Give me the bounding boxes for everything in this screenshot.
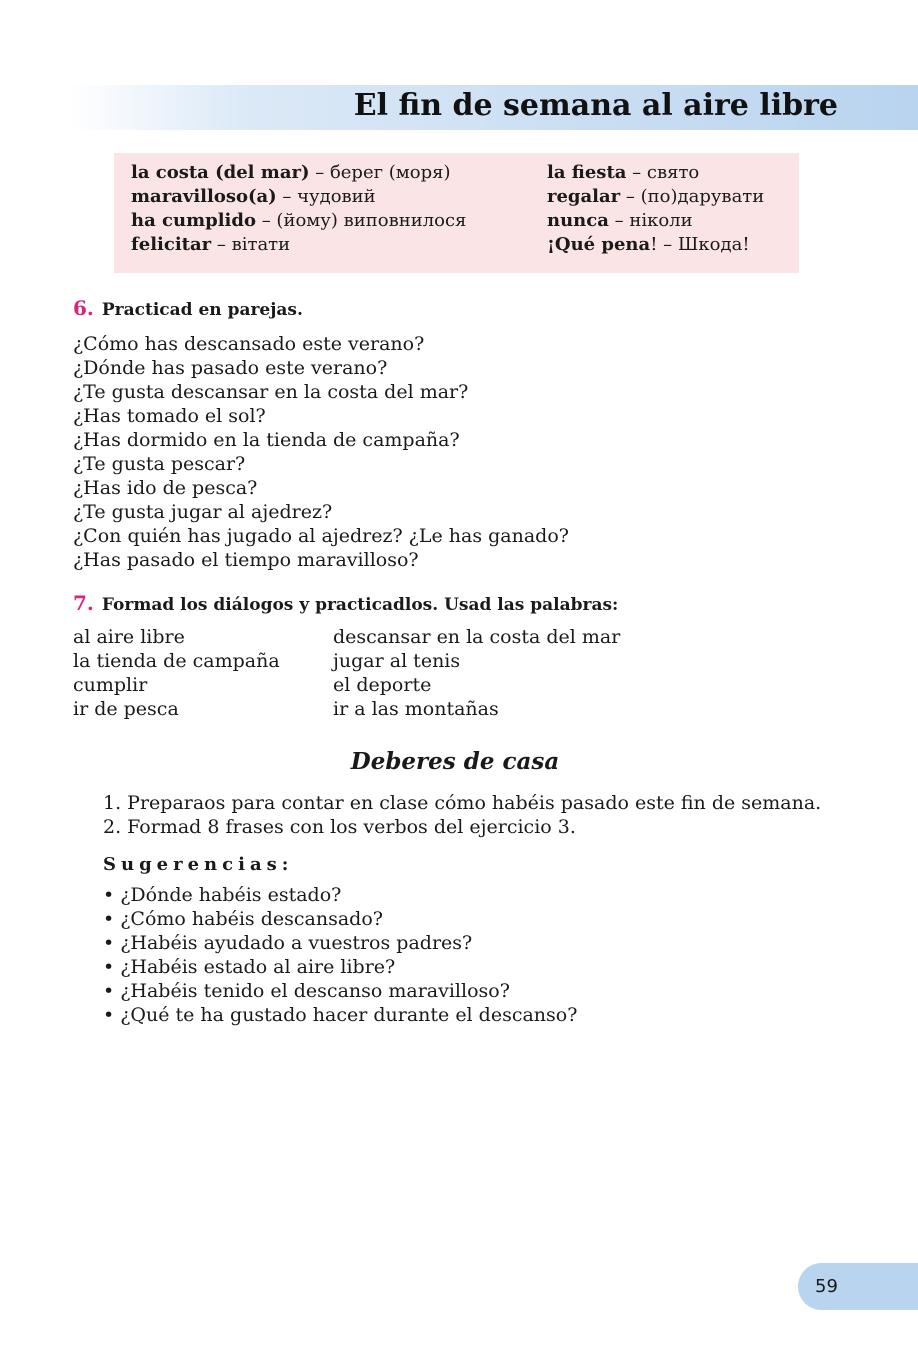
- bullet-icon: •: [103, 884, 115, 906]
- question-line: ¿Te gusta jugar al ajedrez?: [73, 501, 333, 523]
- page-title: El fin de semana al aire libre: [353, 88, 838, 123]
- exercise-instruction: Practicad en parejas.: [101, 300, 303, 320]
- vocabulary-column-right: [547, 161, 764, 257]
- suggestion-text: ¿Habéis estado al aire libre?: [120, 956, 396, 978]
- vocab-translation: (йому) виповнилося: [276, 210, 467, 231]
- bullet-icon: •: [103, 1004, 115, 1026]
- vocab-translation: свято: [646, 162, 700, 183]
- vocab-entry: [131, 185, 466, 209]
- suggestion-text: ¿Habéis ayudado a vuestros padres?: [120, 932, 473, 954]
- question-line: ¿Has dormido en la tienda de campaña?: [73, 429, 460, 451]
- word-list-right: [333, 625, 620, 721]
- vocab-separator: –: [608, 210, 630, 231]
- question-line: ¿Has ido de pesca?: [73, 477, 258, 499]
- bullet-icon: •: [103, 956, 115, 978]
- vocab-separator: ! –: [650, 234, 678, 255]
- word-item: la tienda de campaña: [73, 650, 280, 672]
- vocab-translation: ніколи: [629, 210, 693, 231]
- homework-tasks: [103, 791, 821, 839]
- word-item: cumplir: [73, 674, 148, 696]
- exercise-number: 6.: [73, 296, 94, 320]
- word-item: descansar en la costa del mar: [333, 626, 621, 648]
- page-number: 59: [815, 1276, 838, 1297]
- exercise-instruction: Formad los diálogos y practicadlos. Usad las palabras:: [101, 595, 619, 615]
- vocab-entry: [131, 161, 466, 185]
- vocab-translation: Шкода!: [677, 234, 750, 255]
- vocab-term: ha cumplido: [131, 210, 256, 231]
- vocab-separator: –: [620, 186, 641, 207]
- word-item: ir de pesca: [73, 698, 179, 720]
- vocab-term: felicitar: [131, 234, 212, 255]
- question-line: ¿Cómo has descansado este verano?: [73, 333, 425, 355]
- suggestion-text: ¿Habéis tenido el descanso maravilloso?: [120, 980, 510, 1002]
- vocab-term: la costa (del mar): [131, 162, 310, 183]
- vocab-term: nunca: [547, 210, 609, 231]
- exercise-number: 7.: [73, 591, 94, 615]
- homework-title: Deberes de casa: [350, 748, 560, 775]
- suggestion-item: [103, 931, 577, 955]
- vocabulary-column-left: [131, 161, 466, 257]
- word-item: el deporte: [333, 674, 432, 696]
- vocab-separator: –: [255, 210, 277, 231]
- suggestion-item: [103, 883, 577, 907]
- exercise-6-questions: [73, 332, 569, 572]
- homework-task: 2. Formad 8 frases con los verbos del ejercicio 3.: [103, 816, 576, 838]
- suggestions-label: Sugerencias:: [103, 854, 294, 875]
- vocab-separator: –: [211, 234, 232, 255]
- suggestion-text: ¿Dónde habéis estado?: [120, 884, 342, 906]
- vocab-term: regalar: [547, 186, 621, 207]
- exercise-7-heading: [73, 591, 618, 615]
- bullet-icon: •: [103, 932, 115, 954]
- vocab-term: ¡Qué pena: [547, 234, 651, 255]
- word-item: jugar al tenis: [333, 650, 461, 672]
- question-line: ¿Con quién has jugado al ajedrez? ¿Le has ganado?: [73, 525, 569, 547]
- word-list-left: [73, 625, 280, 721]
- suggestion-item: [103, 1003, 577, 1027]
- vocab-translation: берег (моря): [329, 162, 451, 183]
- vocab-entry: [547, 209, 764, 233]
- suggestion-text: ¿Cómo habéis descansado?: [120, 908, 383, 930]
- suggestion-item: [103, 979, 577, 1003]
- suggestions-list: [103, 883, 577, 1027]
- suggestion-text: ¿Qué te ha gustado hacer durante el descanso?: [120, 1004, 578, 1026]
- word-item: al aire libre: [73, 626, 185, 648]
- question-line: ¿Te gusta descansar en la costa del mar?: [73, 381, 469, 403]
- vocab-term: la fiesta: [547, 162, 627, 183]
- vocabulary-box: [114, 153, 799, 273]
- question-line: ¿Dónde has pasado este verano?: [73, 357, 388, 379]
- vocab-entry: [547, 161, 764, 185]
- vocab-entry: [547, 185, 764, 209]
- vocab-separator: –: [309, 162, 330, 183]
- vocab-translation: чудовий: [297, 186, 376, 207]
- vocab-term: maravilloso(a): [131, 186, 277, 207]
- bullet-icon: •: [103, 908, 115, 930]
- bullet-icon: •: [103, 980, 115, 1002]
- word-item: ir a las montañas: [333, 698, 499, 720]
- suggestion-item: [103, 955, 577, 979]
- homework-task: 1. Preparaos para contar en clase cómo habéis pasado este fin de semana.: [103, 792, 822, 814]
- vocab-entry: [131, 233, 466, 257]
- vocab-entry: [131, 209, 466, 233]
- question-line: ¿Has tomado el sol?: [73, 405, 266, 427]
- suggestion-item: [103, 907, 577, 931]
- vocab-translation: (по)дарувати: [640, 186, 765, 207]
- vocab-entry: [547, 233, 764, 257]
- vocab-separator: –: [276, 186, 298, 207]
- exercise-6-heading: [73, 296, 303, 320]
- vocab-separator: –: [626, 162, 647, 183]
- question-line: ¿Has pasado el tiempo maravilloso?: [73, 549, 419, 571]
- vocab-translation: вітати: [231, 234, 291, 255]
- question-line: ¿Te gusta pescar?: [73, 453, 246, 475]
